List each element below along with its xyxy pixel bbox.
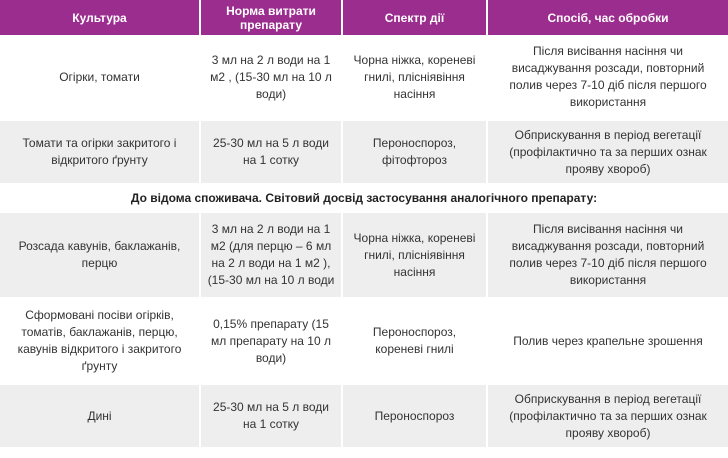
table-row [0, 212, 728, 298]
cell-crop: Дині [0, 384, 200, 448]
cell-method: Після висівання насіння чи висаджування розсади, повторний полив через 7-10 діб після першого використання [487, 212, 728, 298]
cell-method: Обприскування в період вегетації (профілактично та за перших ознак прояву хвороб) [487, 120, 728, 184]
cell-method: Полив через крапельне зрошення [487, 298, 728, 384]
notice-row [0, 184, 728, 212]
cell-crop: Сформовані посіви огірків, томатів, баклажанів, перцю, кавунів відкритого і закритого ґрунту [0, 298, 200, 384]
cell-rate: 3 мл на 2 л води на 1 м2 , (15-30 мл на 10 л води) [200, 35, 342, 120]
cell-crop: Розсада кавунів, баклажанів, перцю [0, 212, 200, 298]
cell-spectrum: Пероноспороз [342, 384, 487, 448]
header-rate: Норма витрати препарату [200, 0, 342, 35]
header-method: Спосіб, час обробки [487, 0, 728, 35]
cell-crop: Огірки, томати [0, 35, 200, 120]
cell-spectrum: Чорна ніжка, кореневі гнилі, плісніявіння насіння [342, 35, 487, 120]
table-row [0, 298, 728, 384]
cell-spectrum: Пероноспороз, фітофтороз [342, 120, 487, 184]
cell-method: Обприскування в період вегетації (профілактично та за перших ознак прояву хвороб) [487, 384, 728, 448]
table-body [0, 35, 728, 448]
cell-spectrum: Пероноспороз, кореневі гнилі [342, 298, 487, 384]
cell-crop: Томати та огірки закритого і відкритого ґрунту [0, 120, 200, 184]
table-row [0, 384, 728, 448]
header-row [0, 0, 728, 35]
cell-spectrum: Чорна ніжка, кореневі гнилі, плісніявіння насіння [342, 212, 487, 298]
cell-rate: 0,15% препарату (15 мл препарату на 10 л води) [200, 298, 342, 384]
table-row [0, 120, 728, 184]
header-spectrum: Спектр дії [342, 0, 487, 35]
consumer-notice: До відома споживача. Світовий досвід застосування аналогічного препарату: [0, 184, 728, 212]
table-row [0, 35, 728, 120]
cell-method: Після висівання насіння чи висаджування розсади, повторний полив через 7-10 діб після першого використання [487, 35, 728, 120]
table-header [0, 0, 728, 35]
header-crop: Культура [0, 0, 200, 35]
cell-rate: 25-30 мл на 5 л води на 1 сотку [200, 384, 342, 448]
cell-rate: 25-30 мл на 5 л води на 1 сотку [200, 120, 342, 184]
cell-rate: 3 мл на 2 л води на 1 м2 (для перцю – 6 мл на 2 л води на 1 м2 ), (15-30 мл на 10 л води [200, 212, 342, 298]
